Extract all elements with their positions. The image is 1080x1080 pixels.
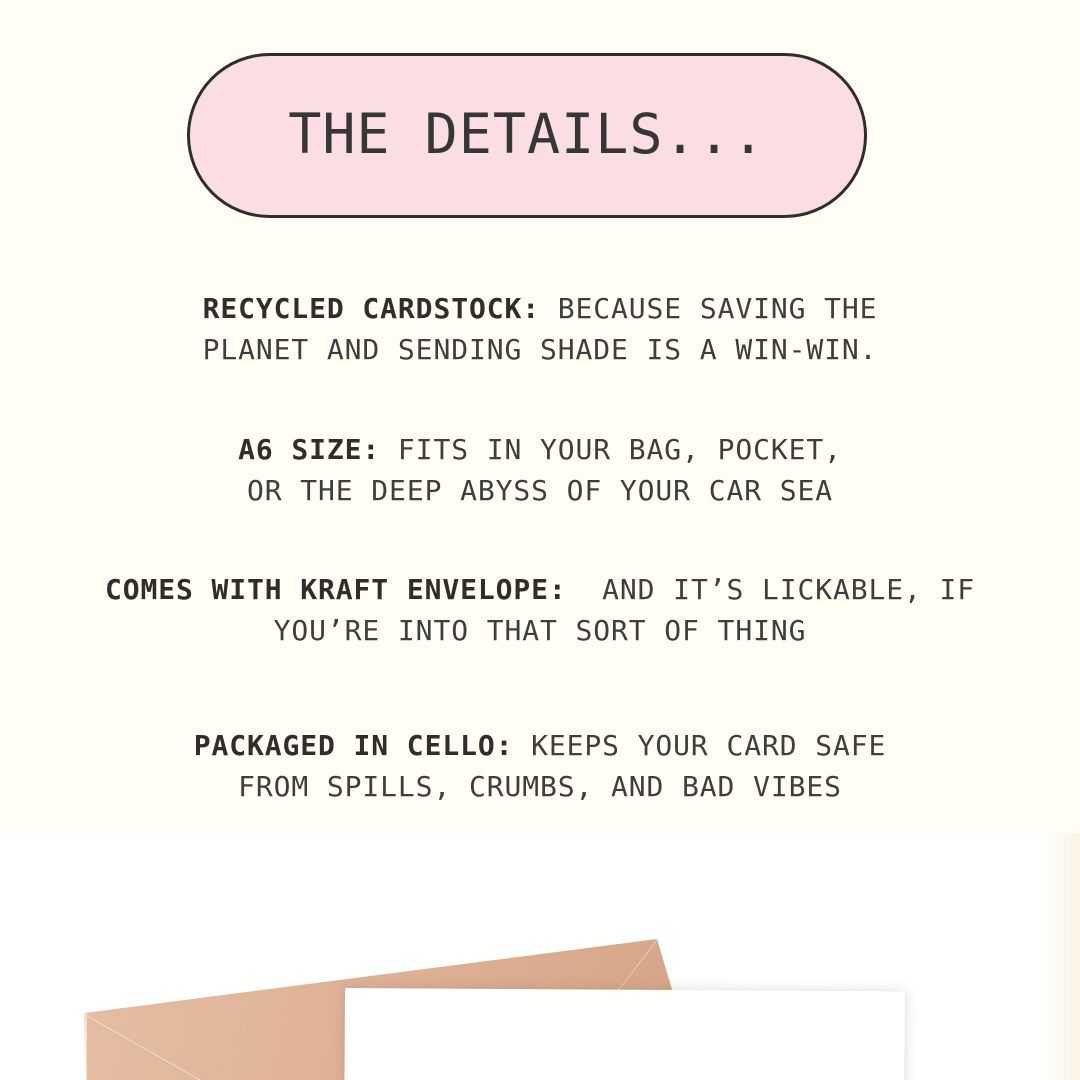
detail-block-recycled-cardstock <box>0 288 1080 370</box>
detail-line-text: OR THE DEEP ABYSS OF YOUR CAR SEA <box>247 474 833 507</box>
banner-title: THE DETAILS... <box>288 101 766 166</box>
detail-line <box>0 569 1080 610</box>
detail-line-text: FROM SPILLS, CRUMBS, AND BAD VIBES <box>238 770 842 803</box>
product-photo <box>0 833 1080 1080</box>
details-text-section <box>0 218 1080 807</box>
detail-line <box>0 766 1080 807</box>
details-banner-pill <box>187 53 867 218</box>
detail-line <box>0 610 1080 651</box>
detail-line-text: KEEPS YOUR CARD SAFE <box>513 729 887 762</box>
white-greeting-card <box>344 988 905 1080</box>
detail-block-kraft-envelope <box>0 569 1080 651</box>
detail-line <box>0 329 1080 370</box>
detail-lead-label: COMES WITH KRAFT ENVELOPE: <box>104 573 567 606</box>
envelope-edge-highlight <box>84 1013 87 1080</box>
detail-lead-label: PACKAGED IN CELLO: <box>193 729 514 762</box>
detail-block-cello-packaging <box>0 725 1080 807</box>
detail-line <box>0 470 1080 511</box>
detail-line <box>0 288 1080 329</box>
detail-line-text: PLANET AND SENDING SHADE IS A WIN-WIN. <box>202 333 878 366</box>
detail-line <box>0 429 1080 470</box>
detail-line-text: AND IT’S LICKABLE, IF <box>566 573 976 606</box>
detail-lead-label: A6 SIZE: <box>238 433 381 466</box>
detail-block-a6-size <box>0 429 1080 511</box>
detail-line-text: YOU’RE INTO THAT SORT OF THING <box>273 614 807 647</box>
detail-lead-label: RECYCLED CARDSTOCK: <box>202 292 540 325</box>
detail-line-text: BECAUSE SAVING THE <box>540 292 878 325</box>
detail-line <box>0 725 1080 766</box>
detail-line-text: FITS IN YOUR BAG, POCKET, <box>380 433 842 466</box>
